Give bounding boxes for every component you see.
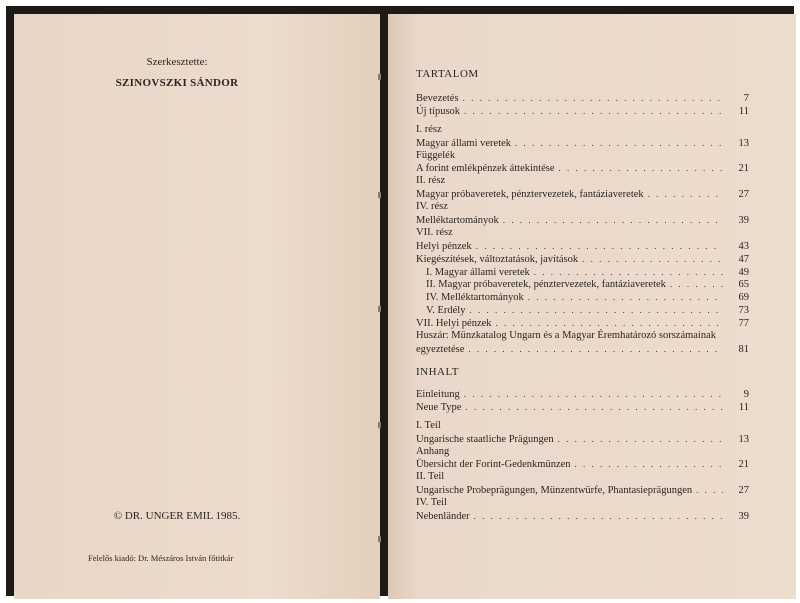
toc-entry-page: 27 xyxy=(738,189,749,201)
toc-entry xyxy=(416,188,749,201)
toc-leader-dots xyxy=(648,188,723,201)
toc-entry-page: 21 xyxy=(738,459,749,471)
toc-entry-page: 27 xyxy=(738,485,749,497)
toc-entry xyxy=(416,162,749,175)
toc-entry-title: Magyar állami veretek xyxy=(416,137,512,149)
toc-entry-title: VII. rész xyxy=(416,226,453,238)
tartalom-heading: TARTALOM xyxy=(416,68,479,80)
toc-leader-dots xyxy=(670,278,723,291)
toc-entry-page: 21 xyxy=(738,163,749,175)
toc-leader-dots xyxy=(496,317,723,330)
toc-entry-title: Kiegészítések, változtatások, javítások xyxy=(416,253,579,265)
toc-entry-title: I. Magyar állami veretek xyxy=(426,266,530,278)
toc-entry-page: 43 xyxy=(738,240,749,252)
toc-entry-page: 11 xyxy=(738,401,749,413)
toc-entry xyxy=(416,201,749,214)
toc-leader-dots xyxy=(559,162,724,175)
toc-entry-title: IV. Melléktartományok xyxy=(426,292,524,304)
toc-leader-dots xyxy=(528,291,723,304)
toc-entry xyxy=(416,214,749,227)
toc-entry xyxy=(416,291,749,304)
copyright-notice: © DR. UNGER EMIL 1985. xyxy=(113,510,241,522)
right-page xyxy=(388,14,796,599)
toc-entry xyxy=(416,304,749,317)
toc-entry xyxy=(416,278,749,291)
left-page xyxy=(14,14,380,599)
toc-entry xyxy=(416,124,749,137)
toc-entry xyxy=(416,266,749,279)
tartalom-list xyxy=(416,92,749,356)
toc-entry xyxy=(416,420,749,433)
toc-leader-dots xyxy=(503,214,723,227)
toc-entry-title: VII. Helyi pénzek xyxy=(416,318,492,330)
toc-leader-dots xyxy=(469,304,723,317)
toc-entry-page: 39 xyxy=(738,215,749,227)
binding-stitch xyxy=(378,536,381,542)
editor-label: Szerkesztette: xyxy=(146,56,208,68)
toc-entry-title: Neue Type xyxy=(416,401,462,413)
toc-entry-title: Helyi pénzek xyxy=(416,240,472,252)
toc-entry-page: 13 xyxy=(738,433,749,445)
toc-entry xyxy=(416,330,749,343)
toc-entry xyxy=(416,92,749,105)
toc-entry-title: Übersicht der Forint-Gedenkmünzen xyxy=(416,459,571,471)
toc-entry xyxy=(416,150,749,163)
toc-entry-title: Einleitung xyxy=(416,389,460,400)
toc-entry xyxy=(416,240,749,253)
toc-entry-title: IV. rész xyxy=(416,201,448,213)
toc-entry-page: 7 xyxy=(743,93,749,104)
toc-entry-title: Függelék xyxy=(416,149,456,161)
toc-entry xyxy=(416,433,749,446)
toc-leader-dots xyxy=(464,105,723,118)
toc-entry-title: Ungarische Probeprägungen, Münzentwürfe, Phantasieprägungen xyxy=(416,485,693,497)
toc-entry xyxy=(416,253,749,266)
toc-leader-dots xyxy=(575,458,723,471)
toc-entry xyxy=(416,510,749,523)
toc-entry-title: II. Magyar próbaveretek, pénztervezetek, fantáziaveretek xyxy=(426,279,666,291)
toc-entry-title: V. Erdély xyxy=(426,305,466,317)
toc-entry xyxy=(416,105,749,118)
toc-entry xyxy=(416,458,749,471)
toc-entry-page: 11 xyxy=(738,105,749,117)
toc-entry-title: Ungarische staatliche Prägungen xyxy=(416,433,554,445)
toc-entry-page: 69 xyxy=(738,292,749,304)
toc-entry xyxy=(416,175,749,188)
toc-leader-dots xyxy=(696,484,723,497)
editor-name: SZINOVSZKI SÁNDOR xyxy=(115,77,239,89)
toc-entry xyxy=(416,497,749,510)
toc-entry-page: 77 xyxy=(738,318,749,330)
toc-entry-page: 9 xyxy=(743,389,749,400)
toc-leader-dots xyxy=(463,92,723,105)
publisher-note: Felelős kiadó: Dr. Mészáros István főtitkár xyxy=(88,553,234,563)
toc-leader-dots xyxy=(476,240,723,253)
inhalt-list xyxy=(416,388,749,523)
toc-entry-page: 47 xyxy=(738,253,749,265)
toc-entry xyxy=(416,446,749,459)
toc-leader-dots xyxy=(515,137,723,150)
toc-entry-title: IV. Teil xyxy=(416,497,447,509)
toc-entry-title: egyeztetése xyxy=(416,343,465,355)
toc-entry-title: II. Teil xyxy=(416,471,445,483)
toc-entry-title: A forint emlékpénzek áttekintése xyxy=(416,163,555,175)
toc-leader-dots xyxy=(464,388,723,401)
toc-entry-page: 65 xyxy=(738,279,749,291)
toc-entry-page: 13 xyxy=(738,137,749,149)
toc-entry-title: Nebenländer xyxy=(416,511,470,523)
inhalt-heading: INHALT xyxy=(416,366,459,378)
toc-entry-title: I. rész xyxy=(416,123,442,135)
toc-entry xyxy=(416,137,749,150)
toc-entry-page: 81 xyxy=(738,343,749,355)
toc-entry-title: Új típusok xyxy=(416,105,461,117)
toc-leader-dots xyxy=(534,266,723,279)
toc-entry-page: 49 xyxy=(738,266,749,278)
binding-stitch xyxy=(378,192,381,198)
toc-leader-dots xyxy=(474,510,723,523)
toc-entry xyxy=(416,484,749,497)
toc-entry-title: Bevezetés xyxy=(416,93,459,104)
toc-entry xyxy=(416,471,749,484)
toc-entry xyxy=(416,388,749,401)
open-book xyxy=(6,6,794,596)
binding-stitch xyxy=(378,422,381,428)
toc-entry xyxy=(416,317,749,330)
toc-leader-dots xyxy=(582,253,723,266)
toc-entry xyxy=(416,227,749,240)
binding-stitch xyxy=(378,306,381,312)
toc-entry-page: 73 xyxy=(738,305,749,317)
toc-entry-title: I. Teil xyxy=(416,419,441,431)
toc-entry-title: Anhang xyxy=(416,445,450,457)
binding-stitch xyxy=(378,74,381,80)
toc-entry-title: Melléktartományok xyxy=(416,215,499,227)
toc-leader-dots xyxy=(558,433,723,446)
toc-entry-title: II. rész xyxy=(416,175,446,187)
toc-entry xyxy=(416,401,749,414)
toc-entry-title: Magyar próbaveretek, pénztervezetek, fantáziaveretek xyxy=(416,189,644,201)
toc-leader-dots xyxy=(465,401,723,414)
toc-leader-dots xyxy=(468,343,723,356)
toc-entry-page: 39 xyxy=(738,511,749,523)
toc-entry-title: Huszár: Münzkatalog Ungarn és a Magyar Éremhatározó sorszámainak xyxy=(416,330,717,342)
toc-entry xyxy=(416,343,749,356)
